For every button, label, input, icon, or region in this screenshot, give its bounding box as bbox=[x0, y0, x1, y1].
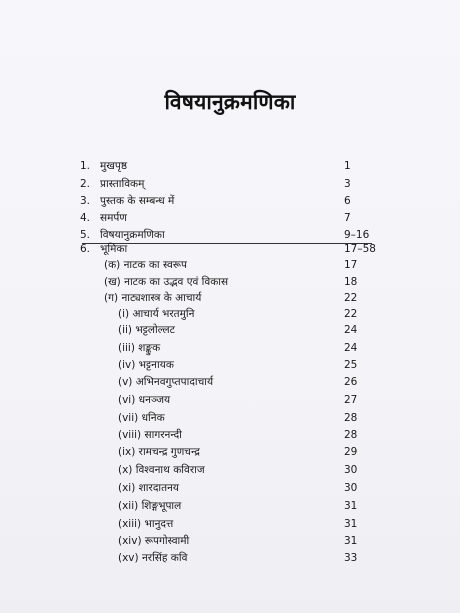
toc-entry-label: (iii) शङ्कुक bbox=[118, 342, 161, 354]
toc-entry-page: 25 bbox=[344, 359, 358, 371]
toc-entry bbox=[0, 340, 460, 357]
toc-entry-page: 24 bbox=[344, 324, 358, 336]
toc-entry-page: 7 bbox=[344, 212, 351, 224]
toc-entry-page: 1 bbox=[344, 160, 351, 172]
toc-entry-page: 33 bbox=[344, 552, 358, 564]
toc-entry-label: (ix) रामचन्द्र गुणचन्द्र bbox=[118, 446, 200, 458]
toc-entry-page: 26 bbox=[344, 376, 358, 388]
toc-entry-label: (iv) भट्टनायक bbox=[118, 359, 174, 371]
toc-entry-page: 6 bbox=[344, 195, 351, 207]
toc-entry bbox=[0, 410, 460, 427]
toc-entry-label: प्रास्ताविकम् bbox=[100, 178, 145, 190]
toc-entry bbox=[0, 462, 460, 479]
toc-entry-page: 18 bbox=[344, 276, 358, 288]
toc-entry-number: 3. bbox=[80, 195, 91, 207]
toc-entry bbox=[0, 193, 460, 210]
toc-entry-label: समर्पण bbox=[100, 212, 127, 224]
toc-entry-page: 17 bbox=[344, 259, 358, 271]
toc-entry bbox=[0, 357, 460, 374]
toc-entry-label: (ii) भट्टलोल्लट bbox=[118, 324, 175, 336]
toc-entry-number: 2. bbox=[80, 178, 91, 190]
toc-entry-page: 28 bbox=[344, 429, 358, 441]
toc-entry-page: 22 bbox=[344, 292, 358, 304]
toc-entry-label: (xv) नरसिंह कवि bbox=[118, 552, 188, 564]
toc-entry bbox=[0, 480, 460, 497]
toc-entry-page: 27 bbox=[344, 394, 358, 406]
toc-entry-label: (v) अभिनवगुप्तपादाचार्य bbox=[118, 376, 214, 388]
toc-entry-page: 22 bbox=[344, 308, 358, 320]
toc-entry-label: (ख) नाटक का उद्भव एवं विकास bbox=[104, 276, 229, 288]
toc-entry-number: 4. bbox=[80, 212, 91, 224]
toc-entry-number: 1. bbox=[80, 160, 91, 172]
toc-entry-page: 31 bbox=[344, 518, 358, 530]
toc-entry bbox=[0, 533, 460, 550]
toc-entry-page: 30 bbox=[344, 464, 358, 476]
toc-entry-label: (ग) नाट्यशास्त्र के आचार्य bbox=[104, 292, 202, 304]
toc-entry bbox=[0, 241, 460, 258]
toc-entry-label: (vii) धनिक bbox=[118, 412, 165, 424]
toc-entry bbox=[0, 158, 460, 175]
toc-entry-label: (vi) धनञ्जय bbox=[118, 394, 171, 406]
toc-entry bbox=[0, 392, 460, 409]
toc-entry-page: 28 bbox=[344, 412, 358, 424]
toc-entry bbox=[0, 176, 460, 193]
toc-entry-page: 3 bbox=[344, 178, 351, 190]
toc-entry bbox=[0, 550, 460, 567]
toc-entry bbox=[0, 498, 460, 515]
toc-entry-page: 29 bbox=[344, 446, 358, 458]
toc-entry-page: 17–58 bbox=[344, 243, 376, 255]
toc-entry bbox=[0, 257, 460, 274]
toc-entry-number: 6. bbox=[80, 243, 91, 255]
toc-entry bbox=[0, 374, 460, 391]
toc-entry-label: विषयानुक्रमणिका bbox=[100, 229, 165, 241]
toc-entry-page: 31 bbox=[344, 500, 358, 512]
toc-entry-label: (xiii) भानुदत्त bbox=[118, 518, 174, 530]
toc-entry-label: (xiv) रूपगोस्वामी bbox=[118, 535, 190, 547]
toc-entry bbox=[0, 210, 460, 227]
toc-entry-label: पुस्तक के सम्बन्ध में bbox=[100, 195, 175, 207]
toc-entry-label: मुखपृष्ठ bbox=[100, 160, 128, 172]
toc-entry-page: 30 bbox=[344, 482, 358, 494]
toc-entry-label: (क) नाटक का स्वरूप bbox=[104, 259, 188, 271]
toc-entry-label: (xi) शारदातनय bbox=[118, 482, 180, 494]
toc-entry-label: (xii) शिङ्गभूपाल bbox=[118, 500, 182, 512]
toc-entry bbox=[0, 290, 460, 307]
toc-entry-label: भूमिका bbox=[100, 243, 128, 255]
toc-entry bbox=[0, 427, 460, 444]
toc-entry bbox=[0, 322, 460, 339]
toc-entry-label: (x) विश्वनाथ कविराज bbox=[118, 464, 205, 476]
toc-entry-page: 9–16 bbox=[344, 229, 370, 241]
toc-entry-number: 5. bbox=[80, 229, 91, 241]
toc-entry bbox=[0, 274, 460, 291]
toc-entry-page: 24 bbox=[344, 342, 358, 354]
toc-entry-page: 31 bbox=[344, 535, 358, 547]
toc-entry-label: (viii) सागरनन्दी bbox=[118, 429, 182, 441]
toc-entry-label: (i) आचार्य भरतमुनि bbox=[118, 308, 195, 320]
toc-entry bbox=[0, 516, 460, 533]
page-title: विषयानुक्रमणिका bbox=[164, 90, 296, 114]
toc-entry bbox=[0, 306, 460, 323]
toc-entry bbox=[0, 444, 460, 461]
